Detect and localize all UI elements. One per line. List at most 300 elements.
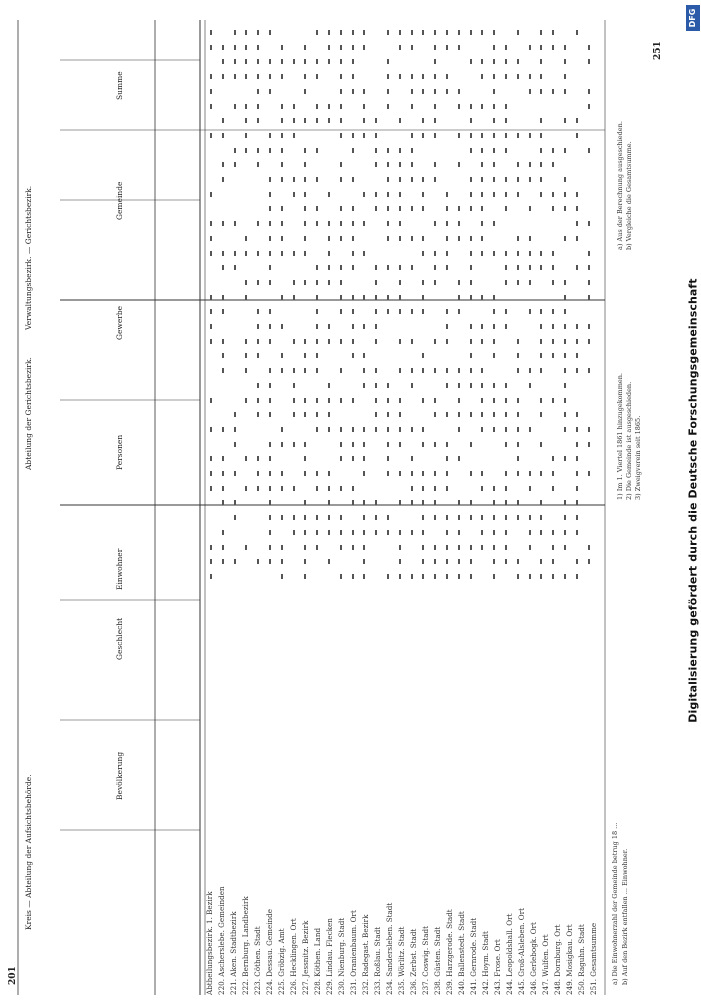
row-label: 221. Aken. Stadtbezirk — [229, 911, 238, 995]
table-cell-mark — [234, 427, 236, 432]
table-cell-mark — [387, 89, 389, 94]
table-cell-mark — [434, 339, 436, 344]
table-cell-mark — [564, 206, 566, 211]
table-cell-mark — [304, 280, 306, 285]
table-cell-mark — [576, 265, 578, 270]
table-cell-mark — [328, 265, 330, 270]
table-cell-mark — [363, 30, 365, 35]
table-cell-mark — [363, 118, 365, 123]
table-cell-mark — [446, 309, 448, 314]
table-cell-mark — [340, 280, 342, 285]
table-cell-mark — [245, 236, 247, 241]
table-cell-mark — [422, 368, 424, 373]
row-label: 231. Oranienbaum. Ort — [349, 910, 358, 995]
table-cell-mark — [293, 177, 295, 182]
table-cell-mark — [269, 545, 271, 550]
table-cell-mark — [245, 104, 247, 109]
table-cell-mark — [481, 162, 483, 167]
table-cell-mark — [422, 236, 424, 241]
table-cell-mark — [552, 530, 554, 535]
table-cell-mark — [588, 221, 590, 226]
table-cell-mark — [564, 324, 566, 329]
table-cell-mark — [363, 368, 365, 373]
table-cell-mark — [434, 89, 436, 94]
table-cell-mark — [375, 192, 377, 197]
table-cell-mark — [363, 104, 365, 109]
table-cell-mark — [434, 574, 436, 579]
table-cell-mark — [422, 515, 424, 520]
table-cell-mark — [505, 192, 507, 197]
table-cell-mark — [363, 456, 365, 461]
table-cell-mark — [257, 353, 259, 358]
table-cell-mark — [375, 324, 377, 329]
table-cell-mark — [281, 236, 283, 241]
table-cell-mark — [411, 74, 413, 79]
table-cell-mark — [434, 133, 436, 138]
table-cell-mark — [304, 398, 306, 403]
table-cell-mark — [576, 118, 578, 123]
table-cell-mark — [352, 148, 354, 153]
table-cell-mark — [588, 545, 590, 550]
table-cell-mark — [505, 398, 507, 403]
table-cell-mark — [269, 486, 271, 491]
table-cell-mark — [281, 133, 283, 138]
table-cell-mark — [576, 368, 578, 373]
table-cell-mark — [257, 104, 259, 109]
table-cell-mark — [363, 45, 365, 50]
table-cell-mark — [422, 530, 424, 535]
table-cell-mark — [493, 353, 495, 358]
table-cell-mark — [422, 398, 424, 403]
table-cell-mark — [245, 486, 247, 491]
table-cell-mark — [328, 104, 330, 109]
table-cell-mark — [588, 148, 590, 153]
table-cell-mark — [481, 398, 483, 403]
row-label: 235. Wörlitz. Stadt — [397, 926, 406, 995]
column-header: Summe — [115, 71, 124, 100]
table-cell-mark — [245, 339, 247, 344]
table-cell-mark — [576, 412, 578, 417]
table-cell-mark — [316, 59, 318, 64]
row-label: 229. Lindau. Flecken — [325, 918, 334, 995]
table-cell-mark — [517, 30, 519, 35]
table-cell-mark — [505, 74, 507, 79]
table-cell-mark — [210, 30, 212, 35]
table-cell-mark — [269, 309, 271, 314]
table-cell-mark — [352, 206, 354, 211]
table-cell-mark — [517, 74, 519, 79]
table-cell-mark — [304, 177, 306, 182]
table-cell-mark — [540, 30, 542, 35]
table-cell-mark — [293, 515, 295, 520]
table-cell-mark — [481, 515, 483, 520]
table-cell-mark — [363, 559, 365, 564]
table-cell-mark — [328, 251, 330, 256]
table-cell-mark — [481, 236, 483, 241]
table-cell-mark — [564, 383, 566, 388]
table-cell-mark — [481, 74, 483, 79]
table-cell-mark — [576, 221, 578, 226]
table-cell-mark — [470, 30, 472, 35]
table-cell-mark — [552, 324, 554, 329]
table-cell-mark — [446, 456, 448, 461]
table-cell-mark — [470, 442, 472, 447]
table-cell-mark — [446, 89, 448, 94]
table-cell-mark — [505, 515, 507, 520]
table-cell-mark — [470, 236, 472, 241]
table-cell-mark — [517, 251, 519, 256]
table-cell-mark — [493, 324, 495, 329]
table-cell-mark — [517, 192, 519, 197]
table-cell-mark — [481, 339, 483, 344]
table-cell-mark — [470, 104, 472, 109]
table-cell-mark — [340, 118, 342, 123]
row-label: 232. Radegast. Bezirk — [361, 914, 370, 995]
table-cell-mark — [281, 353, 283, 358]
table-cell-mark — [493, 45, 495, 50]
table-cell-mark — [387, 104, 389, 109]
table-cell-mark — [269, 206, 271, 211]
table-cell-mark — [540, 148, 542, 153]
table-cell-mark — [564, 309, 566, 314]
table-cell-mark — [316, 118, 318, 123]
table-cell-mark — [529, 265, 531, 270]
table-cell-mark — [352, 133, 354, 138]
table-cell-mark — [505, 177, 507, 182]
table-cell-mark — [210, 251, 212, 256]
table-cell-mark — [234, 515, 236, 520]
table-cell-mark — [564, 530, 566, 535]
table-cell-mark — [446, 545, 448, 550]
heading-left: Kreis — Abteilung der Aufsichtsbehörde. — [24, 774, 33, 930]
table-cell-mark — [293, 59, 295, 64]
table-cell-mark — [481, 486, 483, 491]
table-cell-mark — [281, 74, 283, 79]
table-cell-mark — [257, 471, 259, 476]
table-cell-mark — [340, 530, 342, 535]
table-cell-mark — [269, 251, 271, 256]
table-cell-mark — [352, 30, 354, 35]
table-cell-mark — [540, 265, 542, 270]
table-cell-mark — [399, 30, 401, 35]
table-cell-mark — [458, 133, 460, 138]
table-cell-mark — [493, 30, 495, 35]
table-cell-mark — [493, 59, 495, 64]
table-cell-mark — [540, 353, 542, 358]
table-cell-mark — [210, 133, 212, 138]
table-cell-mark — [234, 412, 236, 417]
table-cell-mark — [293, 104, 295, 109]
table-cell-mark — [304, 221, 306, 226]
table-cell-mark — [411, 471, 413, 476]
table-cell-mark — [505, 442, 507, 447]
table-cell-mark — [222, 456, 224, 461]
row-label: 225. Gröbzig. Amt — [277, 928, 286, 995]
table-cell-mark — [399, 45, 401, 50]
table-cell-mark — [222, 177, 224, 182]
heading-middle: Abteilung der Gerichtsbezirk. — [24, 357, 33, 470]
table-cell-mark — [470, 353, 472, 358]
table-cell-mark — [481, 177, 483, 182]
table-cell-mark — [222, 353, 224, 358]
table-cell-mark — [352, 309, 354, 314]
table-cell-mark — [481, 295, 483, 300]
table-cell-mark — [576, 471, 578, 476]
table-cell-mark — [375, 398, 377, 403]
table-cell-mark — [363, 221, 365, 226]
table-cell-mark — [470, 192, 472, 197]
table-cell-mark — [234, 442, 236, 447]
table-cell-mark — [210, 486, 212, 491]
table-cell-mark — [505, 309, 507, 314]
table-cell-mark — [222, 530, 224, 535]
footnote: b) Auf den Bezirk entfallen ... Einwohner. — [621, 848, 629, 985]
table-cell-mark — [257, 89, 259, 94]
table-cell-mark — [529, 162, 531, 167]
table-cell-mark — [458, 309, 460, 314]
table-cell-mark — [257, 280, 259, 285]
table-cell-mark — [352, 530, 354, 535]
table-cell-mark — [493, 559, 495, 564]
table-cell-mark — [411, 89, 413, 94]
table-cell-mark — [481, 471, 483, 476]
page-number-right: 251 — [653, 41, 663, 60]
table-cell-mark — [352, 456, 354, 461]
table-cell-mark — [352, 339, 354, 344]
table-cell-mark — [493, 339, 495, 344]
table-cell-mark — [269, 383, 271, 388]
table-cell-mark — [281, 574, 283, 579]
table-cell-mark — [304, 353, 306, 358]
table-cell-mark — [564, 412, 566, 417]
row-label: 224. Dessau. Gemeinde — [265, 908, 274, 995]
table-cell-mark — [340, 206, 342, 211]
table-cell-mark — [493, 383, 495, 388]
table-cell-mark — [210, 221, 212, 226]
row-label: 241. Gernrode. Stadt — [469, 917, 478, 995]
table-cell-mark — [375, 530, 377, 535]
table-cell-mark — [399, 236, 401, 241]
table-cell-mark — [588, 295, 590, 300]
table-cell-mark — [340, 133, 342, 138]
table-cell-mark — [422, 133, 424, 138]
table-cell-mark — [529, 280, 531, 285]
table-cell-mark — [540, 442, 542, 447]
table-cell-mark — [363, 353, 365, 358]
table-cell-mark — [564, 236, 566, 241]
table-cell-mark — [517, 427, 519, 432]
table-cell-mark — [399, 398, 401, 403]
row-label: 236. Zerbst. Stadt — [409, 928, 418, 995]
table-cell-mark — [234, 30, 236, 35]
table-cell-mark — [304, 339, 306, 344]
table-cell-mark — [304, 515, 306, 520]
table-cell-mark — [434, 265, 436, 270]
table-cell-mark — [234, 221, 236, 226]
table-cell-mark — [257, 398, 259, 403]
table-cell-mark — [493, 295, 495, 300]
table-cell-mark — [588, 559, 590, 564]
table-cell-mark — [422, 192, 424, 197]
table-cell-mark — [411, 383, 413, 388]
row-label: 249. Mosigkau. Ort — [565, 924, 574, 995]
table-cell-mark — [564, 353, 566, 358]
table-cell-mark — [340, 398, 342, 403]
table-cell-mark — [245, 280, 247, 285]
table-cell-mark — [517, 339, 519, 344]
table-cell-mark — [564, 427, 566, 432]
table-cell-mark — [505, 427, 507, 432]
table-cell-mark — [257, 251, 259, 256]
table-cell-mark — [222, 368, 224, 373]
row-label: 245. Groß-Alsleben. Ort — [517, 907, 526, 995]
table-cell-mark — [352, 500, 354, 505]
table-cell-mark — [352, 177, 354, 182]
table-cell-mark — [363, 442, 365, 447]
table-cell-mark — [234, 74, 236, 79]
table-cell-mark — [411, 104, 413, 109]
table-cell-mark — [576, 353, 578, 358]
table-cell-mark — [564, 500, 566, 505]
table-cell-mark — [411, 45, 413, 50]
table-cell-mark — [540, 339, 542, 344]
table-cell-mark — [458, 236, 460, 241]
table-cell-mark — [434, 368, 436, 373]
table-cell-mark — [481, 383, 483, 388]
table-cell-mark — [552, 471, 554, 476]
table-cell-mark — [387, 74, 389, 79]
table-cell-mark — [387, 30, 389, 35]
table-cell-mark — [304, 74, 306, 79]
table-cell-mark — [210, 295, 212, 300]
table-cell-mark — [210, 104, 212, 109]
table-cell-mark — [340, 236, 342, 241]
table-cell-mark — [304, 59, 306, 64]
table-cell-mark — [529, 368, 531, 373]
table-cell-mark — [352, 221, 354, 226]
table-cell-mark — [387, 177, 389, 182]
table-cell-mark — [363, 500, 365, 505]
table-cell-mark — [328, 515, 330, 520]
table-cell-mark — [446, 471, 448, 476]
table-cell-mark — [505, 265, 507, 270]
table-cell-mark — [529, 236, 531, 241]
table-cell-mark — [399, 545, 401, 550]
table-cell-mark — [446, 559, 448, 564]
table-cell-mark — [481, 545, 483, 550]
table-cell-mark — [281, 442, 283, 447]
table-cell-mark — [316, 30, 318, 35]
table-cell-mark — [222, 133, 224, 138]
table-cell-mark — [328, 398, 330, 403]
table-cell-mark — [352, 398, 354, 403]
table-cell-mark — [446, 251, 448, 256]
table-cell-mark — [422, 353, 424, 358]
table-cell-mark — [529, 45, 531, 50]
table-cell-mark — [328, 221, 330, 226]
table-cell-mark — [387, 456, 389, 461]
table-cell-mark — [316, 339, 318, 344]
table-cell-mark — [576, 500, 578, 505]
table-cell-mark — [517, 59, 519, 64]
table-cell-mark — [245, 353, 247, 358]
table-cell-mark — [387, 148, 389, 153]
table-cell-mark — [446, 368, 448, 373]
table-cell-mark — [552, 559, 554, 564]
table-cell-mark — [411, 265, 413, 270]
row-label: 251. Gesamtsumme — [589, 922, 598, 995]
table-cell-mark — [375, 515, 377, 520]
table-cell-mark — [222, 221, 224, 226]
table-cell-mark — [352, 89, 354, 94]
table-cell-mark — [552, 148, 554, 153]
table-cell-mark — [540, 162, 542, 167]
table-cell-mark — [234, 559, 236, 564]
table-cell-mark — [210, 545, 212, 550]
table-cell-mark — [352, 545, 354, 550]
table-cell-mark — [588, 251, 590, 256]
table-cell-mark — [304, 574, 306, 579]
table-cell-mark — [222, 162, 224, 167]
table-cell-mark — [564, 339, 566, 344]
column-header: Gewerbe — [115, 305, 124, 340]
table-cell-mark — [505, 59, 507, 64]
table-cell-mark — [505, 383, 507, 388]
table-cell-mark — [304, 368, 306, 373]
table-cell-mark — [328, 192, 330, 197]
table-cell-mark — [540, 59, 542, 64]
table-cell-mark — [458, 162, 460, 167]
table-cell-mark — [411, 148, 413, 153]
table-cell-mark — [363, 471, 365, 476]
table-cell-mark — [481, 206, 483, 211]
table-cell-mark — [470, 383, 472, 388]
table-cell-mark — [293, 383, 295, 388]
table-cell-mark — [304, 148, 306, 153]
table-cell-mark — [458, 383, 460, 388]
table-cell-mark — [257, 412, 259, 417]
table-cell-mark — [493, 574, 495, 579]
table-cell-mark — [517, 515, 519, 520]
table-cell-mark — [564, 368, 566, 373]
table-cell-mark — [446, 339, 448, 344]
table-cell-mark — [588, 280, 590, 285]
table-cell-mark — [269, 148, 271, 153]
row-label: 222. Bernburg. Landbezirk — [241, 896, 250, 995]
table-cell-mark — [210, 45, 212, 50]
table-cell-mark — [434, 59, 436, 64]
table-cell-mark — [375, 295, 377, 300]
table-cell-mark — [352, 265, 354, 270]
table-cell-mark — [375, 133, 377, 138]
table-cell-mark — [411, 133, 413, 138]
table-cell-mark — [245, 398, 247, 403]
table-cell-mark — [470, 368, 472, 373]
table-cell-mark — [540, 515, 542, 520]
table-cell-mark — [576, 206, 578, 211]
table-cell-mark — [399, 412, 401, 417]
table-cell-mark — [352, 295, 354, 300]
funding-banner — [686, 0, 701, 1000]
table-cell-mark — [304, 236, 306, 241]
table-cell-mark — [505, 118, 507, 123]
table-cell-mark — [458, 545, 460, 550]
row-label: 239. Harzgerode. Stadt — [445, 909, 454, 995]
table-cell-mark — [493, 515, 495, 520]
table-cell-mark — [269, 59, 271, 64]
table-cell-mark — [458, 515, 460, 520]
table-cell-mark — [375, 339, 377, 344]
